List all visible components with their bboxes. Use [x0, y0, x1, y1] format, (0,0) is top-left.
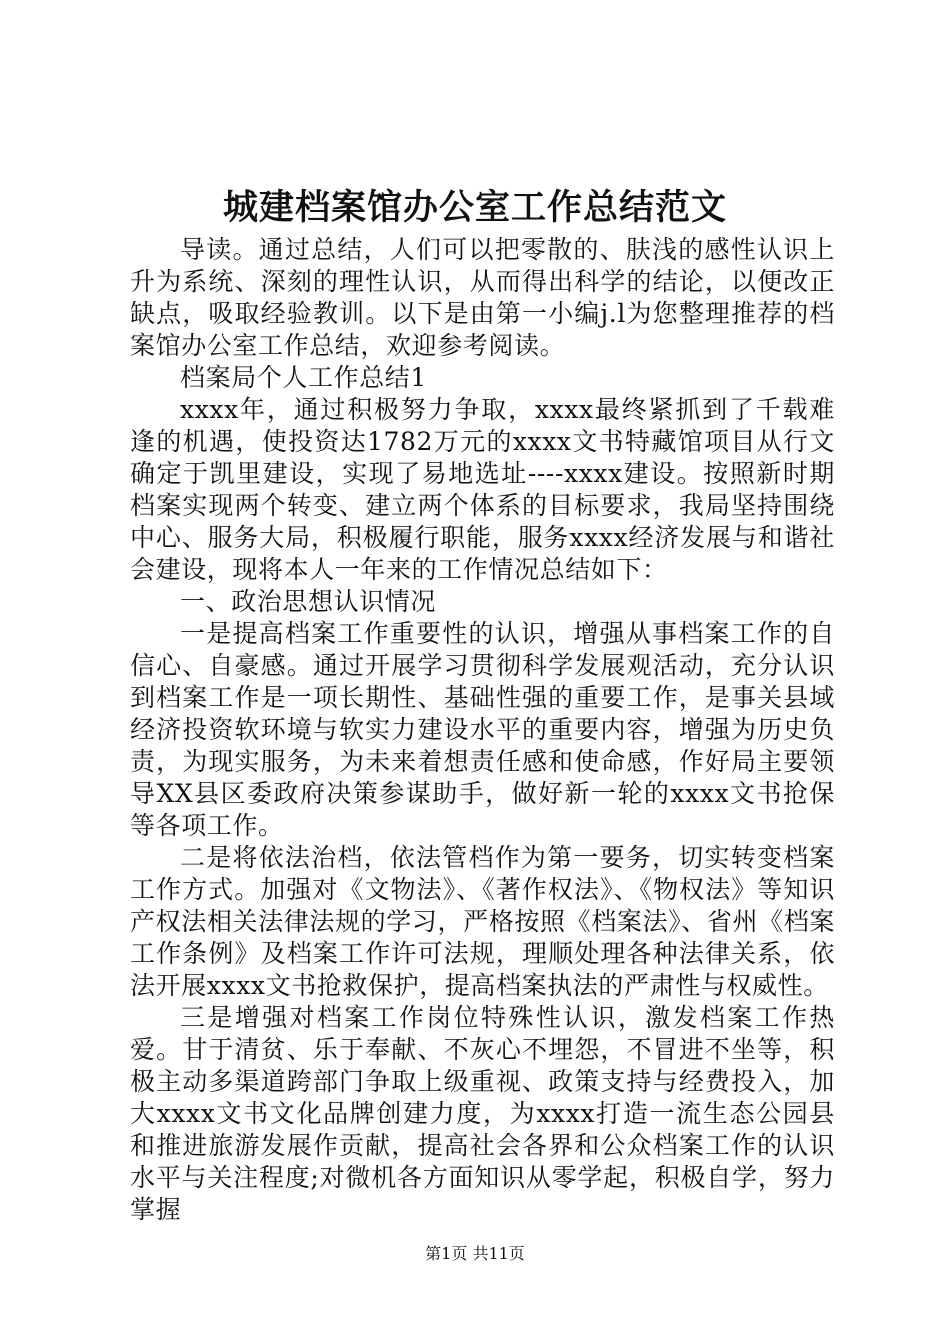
- page-footer: 第1页 共11页: [425, 1244, 525, 1263]
- paragraph-point-three: 三是增强对档案工作岗位特殊性认识，激发档案工作热爱。甘于清贫、乐于奉献、不灰心不埋怨，不冒进不坐等，积极主动多渠道跨部门争取上级重视、政策支持与经费投入，加大xxxx文书文化品牌创建力度，为xxxx打造一流生态公园县和推进旅游发展作贡献，提高社会各界和公众档案工作的认识水平与关注程度;对微机各方面知识从零学起，积极自学，努力掌握: [130, 1003, 835, 1224]
- section-heading: 一、政治思想认识情况: [180, 587, 437, 616]
- paragraph-subtitle: 档案局个人工作总结1: [180, 363, 427, 392]
- paragraph-point-one: 一是提高档案工作重要性的认识，增强从事档案工作的自信心、自豪感。通过开展学习贯彻科学发展观活动，充分认识到档案工作是一项长期性、基础性强的重要工作，是事关县域经济投资软环境与软实力建设水平的重要内容，增强为历史负责，为现实服务，为未来着想责任感和使命感，作好局主要领导XX县区委政府决策参谋助手，做好新一轮的xxxx文书抢保等各项工作。: [130, 619, 835, 840]
- document-title: 城建档案馆办公室工作总结范文: [222, 187, 727, 228]
- paragraph-intro: 导读。通过总结，人们可以把零散的、肤浅的感性认识上升为系统、深刻的理性认识，从而得出科学的结论，以便改正缺点，吸取经验教训。以下是由第一小编j.l为您整理推荐的档案馆办公室工作总结，欢迎参考阅读。: [130, 235, 835, 360]
- paragraph-overview: xxxx年，通过积极努力争取，xxxx最终紧抓到了千载难逢的机遇，使投资达1782万元的xxxx文书特藏馆项目从行文确定于凯里建设，实现了易地选址----xxxx建设。按照新时期档案实现两个转变、建立两个体系的目标要求，我局坚持围绕中心、服务大局，积极履行职能，服务xxxx经济发展与和谐社会建设，现将本人一年来的工作情况总结如下：: [130, 395, 835, 584]
- paragraph-point-two: 二是将依法治档，依法管档作为第一要务，切实转变档案工作方式。加强对《文物法》、《著作权法》、《物权法》等知识产权法相关法律法规的学习，严格按照《档案法》、省州《档案工作条例》及档案工作许可法规，理顺处理各种法律关系，依法开展xxxx文书抢救保护，提高档案执法的严肃性与权威性。: [130, 843, 835, 1000]
- document-body: [130, 234, 835, 1226]
